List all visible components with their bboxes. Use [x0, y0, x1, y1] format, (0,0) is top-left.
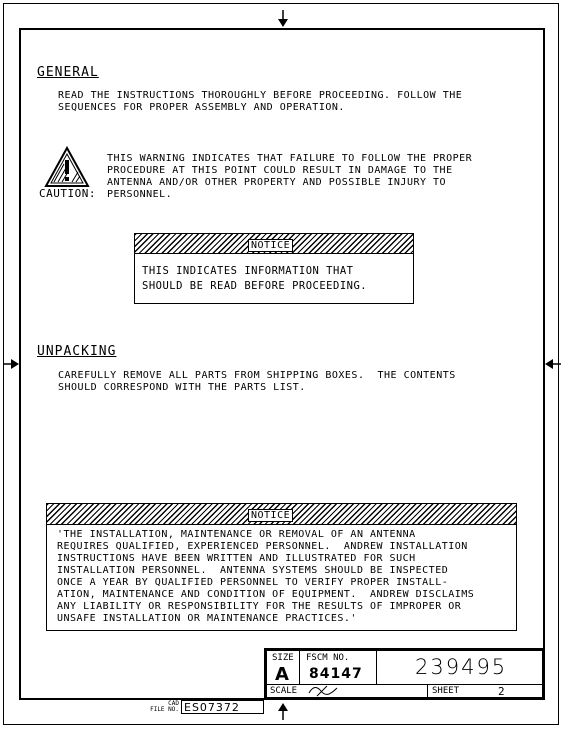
disclaimer-line: ATION, MAINTENANCE AND CONDITION OF EQUIPMENT. ANDREW DISCLAIMS	[57, 589, 475, 600]
sheet-cell	[427, 684, 543, 698]
disclaimer-line: UNSAFE INSTALLATION OR MAINTENANCE PRACTICES.'	[57, 613, 357, 624]
bottom-registration-arrow-icon	[276, 702, 290, 720]
file-no-label-top: CAD	[168, 700, 179, 707]
general-heading: GENERAL	[37, 65, 99, 80]
scale-label: SCALE	[270, 686, 298, 696]
scale-cell	[266, 684, 428, 698]
disclaimer-line: INSTALLATION PERSONNEL. ANTENNA SYSTEMS SHOULD BE INSPECTED	[57, 565, 449, 576]
unpacking-heading: UNPACKING	[37, 344, 117, 359]
sheet-value: 2	[498, 685, 505, 698]
top-registration-arrow-icon	[276, 10, 290, 28]
title-block	[264, 648, 545, 700]
disclaimer-line: 'THE INSTALLATION, MAINTENANCE OR REMOVAL OF AN ANTENNA	[57, 529, 416, 540]
size-label: SIZE	[272, 653, 294, 663]
caution-label: CAUTION:	[39, 187, 96, 200]
notice-label: NOTICE	[248, 509, 293, 522]
notice-line: THIS INDICATES INFORMATION THAT	[142, 265, 354, 277]
right-registration-arrow-icon	[543, 357, 561, 371]
unpacking-text	[58, 370, 456, 394]
size-cell	[266, 650, 300, 685]
disclaimer-text	[57, 529, 474, 625]
notice-label: NOTICE	[248, 239, 293, 252]
caution-line: PROCEDURE AT THIS POINT COULD RESULT IN DAMAGE TO THE	[107, 165, 453, 176]
notice-box-small	[134, 233, 414, 304]
fscm-cell	[299, 650, 377, 685]
caution-line: ANTENNA AND/OR OTHER PROPERTY AND POSSIBLE INJURY TO	[107, 177, 447, 188]
general-intro-line: SEQUENCES FOR PROPER ASSEMBLY AND OPERATION.	[58, 102, 345, 113]
file-no-value: ES07372	[184, 701, 240, 714]
caution-line: PERSONNEL.	[107, 189, 173, 200]
sheet-label: SHEET	[432, 686, 460, 696]
unpacking-line: CAREFULLY REMOVE ALL PARTS FROM SHIPPING BOXES. THE CONTENTS	[58, 370, 456, 381]
file-no-box	[181, 700, 264, 714]
file-no-label	[146, 701, 179, 713]
fscm-label: FSCM NO.	[306, 653, 350, 663]
left-registration-arrow-icon	[3, 357, 21, 371]
caution-triangle-icon	[44, 146, 90, 188]
disclaimer-line: INSTRUCTIONS HAVE BEEN WRITTEN AND ILLUSTRATED FOR SUCH	[57, 553, 416, 564]
general-intro	[58, 90, 462, 114]
fscm-value: 84147	[309, 666, 363, 682]
notice-text	[142, 264, 367, 294]
notice-box-large	[46, 503, 517, 631]
size-value: A	[275, 664, 289, 685]
general-intro-line: READ THE INSTRUCTIONS THOROUGHLY BEFORE PROCEEDING. FOLLOW THE	[58, 90, 463, 101]
file-no-label-bottom: FILE NO.	[150, 706, 179, 713]
disclaimer-line: REQUIRES QUALIFIED, EXPERIENCED PERSONNEL. ANDREW INSTALLATION	[57, 541, 468, 552]
drawing-number-cell	[376, 650, 543, 685]
drawing-number: 239495	[415, 655, 508, 679]
disclaimer-line: ANY LIABILITY OR RESPONSIBILITY FOR THE RESULTS OF IMPROPER OR	[57, 601, 462, 612]
scale-none-icon	[307, 685, 341, 697]
disclaimer-line: ONCE A YEAR BY QUALIFIED PERSONNEL TO VERIFY PROPER INSTALL-	[57, 577, 449, 588]
notice-line: SHOULD BE READ BEFORE PROCEEDING.	[142, 280, 368, 292]
caution-text	[107, 153, 472, 201]
caution-line: THIS WARNING INDICATES THAT FAILURE TO FOLLOW THE PROPER	[107, 153, 473, 164]
unpacking-line: SHOULD CORRESPOND WITH THE PARTS LIST.	[58, 382, 306, 393]
